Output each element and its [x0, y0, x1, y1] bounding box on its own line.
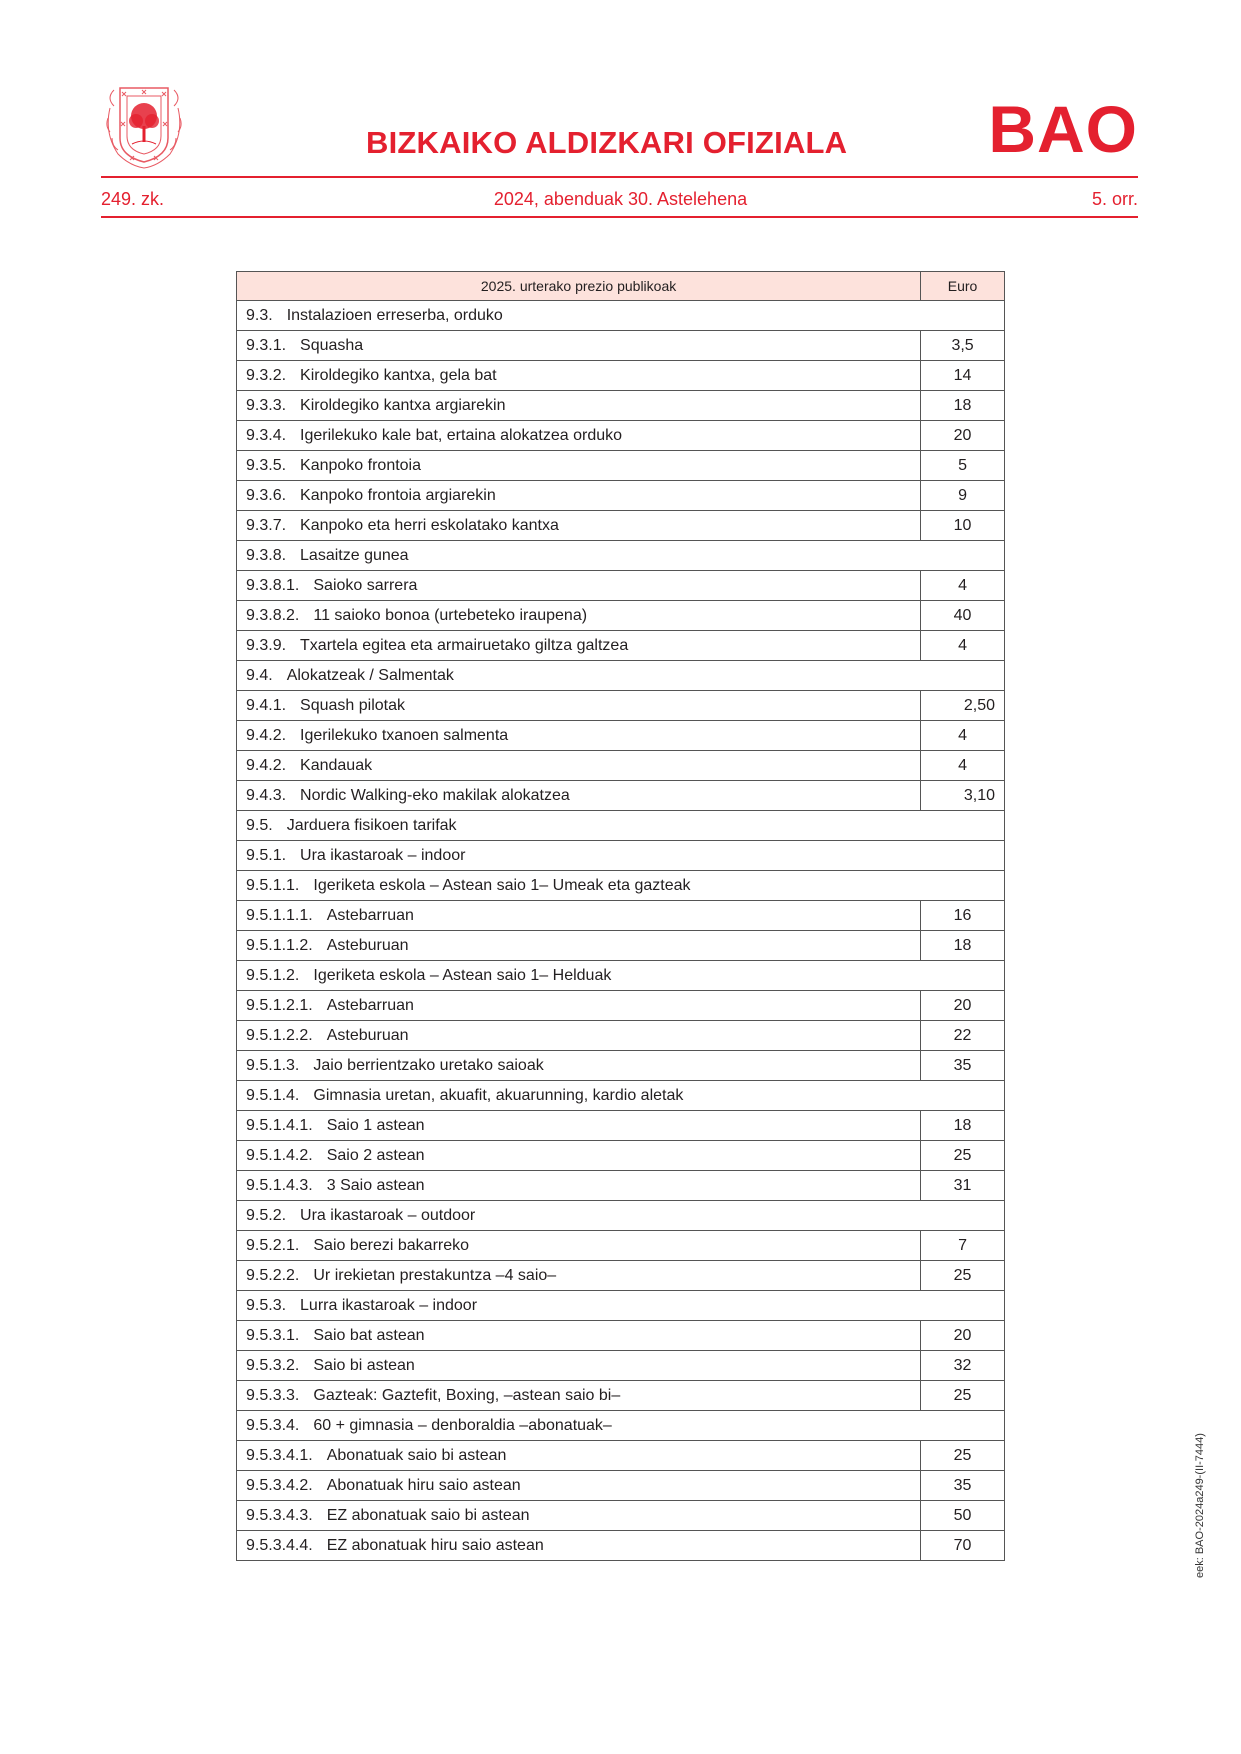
item-price: 4: [921, 571, 1005, 601]
item-code: 9.3.5.: [246, 456, 287, 474]
table-row: [237, 391, 1005, 421]
table-row: [237, 1171, 1005, 1201]
item-label: Saio bi astean: [313, 1356, 415, 1374]
item-price: 3,10: [921, 781, 1005, 811]
table-row: [237, 481, 1005, 511]
item-label: Jarduera fisikoen tarifak: [286, 816, 457, 834]
item-code: 9.3.2.: [246, 366, 287, 384]
item-description-cell: [237, 841, 1005, 871]
table-group-row: [237, 811, 1005, 841]
item-price: 2,50: [921, 691, 1005, 721]
table-row: [237, 1381, 1005, 1411]
item-code: 9.3.8.: [246, 546, 287, 564]
item-label: Saioko sarrera: [313, 576, 418, 594]
item-label: Kiroldegiko kantxa, gela bat: [300, 366, 497, 384]
item-label: Kanpoko frontoia argiarekin: [300, 486, 496, 504]
table-row: [237, 1351, 1005, 1381]
item-description-cell: [237, 1291, 1005, 1321]
item-label: Asteburuan: [326, 1026, 409, 1044]
table-row: [237, 1531, 1005, 1561]
item-label: Saio 1 astean: [326, 1116, 425, 1134]
item-description-cell: [237, 1141, 921, 1171]
document-reference: eek: BAO-2024a249-(II-7444): [1194, 1433, 1206, 1578]
item-description-cell: [237, 811, 1005, 841]
item-code: 9.4.2.: [246, 756, 287, 774]
item-price: 35: [921, 1471, 1005, 1501]
item-code: 9.5.1.: [246, 846, 287, 864]
item-price: 50: [921, 1501, 1005, 1531]
item-code: 9.5.1.1.1.: [246, 906, 313, 924]
header-divider-bottom: [101, 216, 1138, 218]
item-price: 10: [921, 511, 1005, 541]
item-description-cell: [237, 421, 921, 451]
table-row: [237, 721, 1005, 751]
table-group-row: [237, 1411, 1005, 1441]
table-group-row: [237, 661, 1005, 691]
publication-acronym: BAO: [988, 92, 1138, 166]
item-description-cell: [237, 901, 921, 931]
column-header-description: 2025. urterako prezio publikoak: [237, 272, 921, 301]
item-code: 9.5.1.4.: [246, 1086, 300, 1104]
table-row: [237, 421, 1005, 451]
table-row: [237, 1471, 1005, 1501]
item-label: EZ abonatuak saio bi astean: [326, 1506, 530, 1524]
item-code: 9.5.1.2.: [246, 966, 300, 984]
table-row: [237, 1321, 1005, 1351]
table-group-row: [237, 1201, 1005, 1231]
item-label: Gimnasia uretan, akuafit, akuarunning, kardio aletak: [313, 1086, 684, 1104]
item-code: 9.5.1.4.1.: [246, 1116, 313, 1134]
item-description-cell: [237, 481, 921, 511]
item-description-cell: [237, 1381, 921, 1411]
item-code: 9.5.1.2.1.: [246, 996, 313, 1014]
column-header-price: Euro: [921, 272, 1005, 301]
item-price: 18: [921, 391, 1005, 421]
item-description-cell: [237, 541, 1005, 571]
item-label: Jaio berrientzako uretako saioak: [313, 1056, 544, 1074]
item-label: Saio bat astean: [313, 1326, 425, 1344]
item-code: 9.5.3.4.: [246, 1416, 300, 1434]
item-label: Saio berezi bakarreko: [313, 1236, 470, 1254]
table-group-row: [237, 961, 1005, 991]
item-description-cell: [237, 1531, 921, 1561]
item-label: Kanpoko eta herri eskolatako kantxa: [300, 516, 559, 534]
table-row: [237, 691, 1005, 721]
item-label: Ura ikastaroak – indoor: [300, 846, 466, 864]
item-price: 22: [921, 1021, 1005, 1051]
item-code: 9.3.8.1.: [246, 576, 300, 594]
item-description-cell: [237, 991, 921, 1021]
item-description-cell: [237, 391, 921, 421]
item-description-cell: [237, 691, 921, 721]
table-body: [237, 301, 1005, 1561]
item-description-cell: [237, 1051, 921, 1081]
item-label: Ura ikastaroak – outdoor: [300, 1206, 476, 1224]
table-row: [237, 781, 1005, 811]
item-price: 3,5: [921, 331, 1005, 361]
item-label: Kiroldegiko kantxa argiarekin: [300, 396, 506, 414]
item-price: 4: [921, 751, 1005, 781]
item-description-cell: [237, 361, 921, 391]
page-number: 5. orr.: [1091, 189, 1138, 209]
item-code: 9.3.: [246, 306, 273, 324]
table-row: [237, 511, 1005, 541]
item-code: 9.5.3.: [246, 1296, 287, 1314]
item-label: Lasaitze gunea: [300, 546, 409, 564]
item-code: 9.5.2.1.: [246, 1236, 300, 1254]
item-label: Saio 2 astean: [326, 1146, 425, 1164]
item-code: 9.5.1.1.: [246, 876, 300, 894]
item-description-cell: [237, 1321, 921, 1351]
item-price: 14: [921, 361, 1005, 391]
item-label: Txartela egitea eta armairuetako giltza galtzea: [300, 636, 629, 654]
item-label: Ur irekietan prestakuntza –4 saio–: [313, 1266, 557, 1284]
item-price: 4: [921, 721, 1005, 751]
table-row: [237, 1231, 1005, 1261]
item-price: 20: [921, 1321, 1005, 1351]
table-row: [237, 751, 1005, 781]
public-prices-table: [236, 271, 1005, 1561]
table-row: [237, 901, 1005, 931]
item-label: Astebarruan: [326, 906, 414, 924]
item-code: 9.5.: [246, 816, 273, 834]
table-row: [237, 931, 1005, 961]
item-code: 9.4.3.: [246, 786, 287, 804]
item-label: Kanpoko frontoia: [300, 456, 422, 474]
item-price: 32: [921, 1351, 1005, 1381]
item-label: Astebarruan: [326, 996, 414, 1014]
table-group-row: [237, 301, 1005, 331]
item-code: 9.3.8.2.: [246, 606, 300, 624]
item-description-cell: [237, 931, 921, 961]
item-price: 18: [921, 1111, 1005, 1141]
item-price: 40: [921, 601, 1005, 631]
table-group-row: [237, 1291, 1005, 1321]
table-row: [237, 1111, 1005, 1141]
item-label: 3 Saio astean: [326, 1176, 425, 1194]
table-group-row: [237, 541, 1005, 571]
item-description-cell: [237, 1231, 921, 1261]
item-description-cell: [237, 1081, 1005, 1111]
item-code: 9.3.1.: [246, 336, 287, 354]
item-description-cell: [237, 961, 1005, 991]
item-code: 9.5.3.3.: [246, 1386, 300, 1404]
table-group-row: [237, 871, 1005, 901]
item-description-cell: [237, 1471, 921, 1501]
item-label: 60 + gimnasia – denboraldia –abonatuak–: [313, 1416, 612, 1434]
table-header-row: [237, 272, 1005, 301]
item-code: 9.5.3.4.4.: [246, 1536, 313, 1554]
table-row: [237, 1501, 1005, 1531]
item-label: Igeriketa eskola – Astean saio 1– Umeak eta gazteak: [313, 876, 691, 894]
item-price: 9: [921, 481, 1005, 511]
item-label: Alokatzeak / Salmentak: [286, 666, 454, 684]
item-code: 9.4.1.: [246, 696, 287, 714]
item-label: Asteburuan: [326, 936, 409, 954]
item-code: 9.3.9.: [246, 636, 287, 654]
table-row: [237, 1261, 1005, 1291]
table-row: [237, 331, 1005, 361]
item-code: 9.5.1.2.2.: [246, 1026, 313, 1044]
item-code: 9.3.4.: [246, 426, 287, 444]
item-code: 9.3.6.: [246, 486, 287, 504]
item-code: 9.5.2.2.: [246, 1266, 300, 1284]
item-description-cell: [237, 1021, 921, 1051]
item-label: Igerilekuko txanoen salmenta: [300, 726, 509, 744]
item-label: Kandauak: [300, 756, 373, 774]
item-code: 9.4.: [246, 666, 273, 684]
table-row: [237, 361, 1005, 391]
table-row: [237, 1051, 1005, 1081]
item-description-cell: [237, 631, 921, 661]
item-code: 9.5.2.: [246, 1206, 287, 1224]
item-price: 70: [921, 1531, 1005, 1561]
publication-title: BIZKAIKO ALDIZKARI OFIZIALA: [366, 125, 848, 160]
item-price: 25: [921, 1441, 1005, 1471]
item-description-cell: [237, 871, 1005, 901]
item-price: 7: [921, 1231, 1005, 1261]
table-group-row: [237, 841, 1005, 871]
item-price: 35: [921, 1051, 1005, 1081]
item-price: 16: [921, 901, 1005, 931]
item-price: 25: [921, 1381, 1005, 1411]
item-label: Gazteak: Gaztefit, Boxing, –astean saio bi–: [313, 1386, 621, 1404]
item-description-cell: [237, 1201, 1005, 1231]
coat-of-arms-icon: [100, 78, 188, 170]
item-description-cell: [237, 1441, 921, 1471]
item-label: Lurra ikastaroak – indoor: [300, 1296, 478, 1314]
table-row: [237, 451, 1005, 481]
item-label: Nordic Walking-eko makilak alokatzea: [300, 786, 570, 804]
item-label: Igerilekuko kale bat, ertaina alokatzea orduko: [300, 426, 623, 444]
table-group-row: [237, 1081, 1005, 1111]
item-price: 31: [921, 1171, 1005, 1201]
item-description-cell: [237, 1171, 921, 1201]
item-label: Squash pilotak: [300, 696, 405, 714]
item-code: 9.5.3.1.: [246, 1326, 300, 1344]
item-description-cell: [237, 1501, 921, 1531]
item-description-cell: [237, 331, 921, 361]
item-price: 18: [921, 931, 1005, 961]
header-divider-top: [101, 176, 1138, 178]
item-label: Abonatuak hiru saio astean: [326, 1476, 521, 1494]
item-price: 4: [921, 631, 1005, 661]
item-description-cell: [237, 721, 921, 751]
item-code: 9.5.1.1.2.: [246, 936, 313, 954]
item-description-cell: [237, 751, 921, 781]
issue-number: 249. zk.: [101, 189, 165, 209]
issue-date: 2024, abenduak 30. Astelehena: [493, 189, 748, 209]
table-row: [237, 631, 1005, 661]
item-price: 20: [921, 991, 1005, 1021]
item-label: 11 saioko bonoa (urtebeteko iraupena): [313, 606, 588, 624]
item-label: EZ abonatuak hiru saio astean: [326, 1536, 544, 1554]
item-code: 9.5.3.4.3.: [246, 1506, 313, 1524]
item-description-cell: [237, 781, 921, 811]
item-code: 9.5.1.3.: [246, 1056, 300, 1074]
item-description-cell: [237, 511, 921, 541]
item-price: 5: [921, 451, 1005, 481]
item-code: 9.4.2.: [246, 726, 287, 744]
item-description-cell: [237, 1411, 1005, 1441]
item-description-cell: [237, 1111, 921, 1141]
item-description-cell: [237, 1351, 921, 1381]
item-price: 20: [921, 421, 1005, 451]
item-code: 9.3.3.: [246, 396, 287, 414]
item-description-cell: [237, 661, 1005, 691]
item-code: 9.5.3.4.2.: [246, 1476, 313, 1494]
item-description-cell: [237, 571, 921, 601]
item-description-cell: [237, 601, 921, 631]
item-code: 9.5.1.4.3.: [246, 1176, 313, 1194]
item-description-cell: [237, 1261, 921, 1291]
item-description-cell: [237, 301, 1005, 331]
table-row: [237, 1441, 1005, 1471]
item-price: 25: [921, 1261, 1005, 1291]
table-row: [237, 1021, 1005, 1051]
item-label: Abonatuak saio bi astean: [326, 1446, 507, 1464]
item-label: Igeriketa eskola – Astean saio 1– Helduak: [313, 966, 612, 984]
item-description-cell: [237, 451, 921, 481]
item-code: 9.5.3.4.1.: [246, 1446, 313, 1464]
item-code: 9.5.3.2.: [246, 1356, 300, 1374]
table-row: [237, 991, 1005, 1021]
table-row: [237, 571, 1005, 601]
table-row: [237, 601, 1005, 631]
item-code: 9.5.1.4.2.: [246, 1146, 313, 1164]
item-label: Instalazioen erreserba, orduko: [286, 306, 503, 324]
item-code: 9.3.7.: [246, 516, 287, 534]
table-row: [237, 1141, 1005, 1171]
item-label: Squasha: [300, 336, 364, 354]
item-price: 25: [921, 1141, 1005, 1171]
